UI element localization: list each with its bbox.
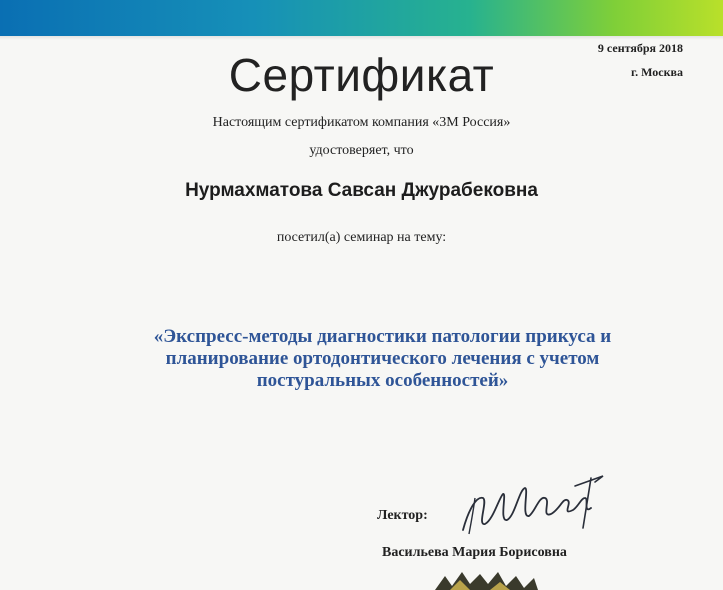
certificate-date: 9 сентября 2018 bbox=[597, 41, 683, 55]
lecturer-label: Лектор: bbox=[377, 508, 428, 523]
recipient-name: Нурмахматова Савсан Джурабековна bbox=[185, 180, 538, 201]
intro-line-1: Настоящим сертификатом компания «3М Россия» bbox=[212, 115, 511, 130]
certificate-city: г. Москва bbox=[631, 65, 683, 79]
signature-image bbox=[455, 468, 620, 543]
topic-line-3: постуральных особенностей» bbox=[256, 370, 509, 391]
topic-line-1: «Экспресс-методы диагностики патологии прикуса и bbox=[153, 326, 612, 347]
lecturer-name: Васильева Мария Борисовна bbox=[382, 545, 567, 560]
header-gradient-band bbox=[0, 0, 723, 36]
intro-line-2: удостоверяет, что bbox=[309, 143, 414, 158]
topic-line-2: планирование ортодонтического лечения с учетом bbox=[165, 348, 600, 369]
attended-text: посетил(а) семинар на тему: bbox=[276, 230, 447, 245]
seal-stamp bbox=[430, 570, 540, 590]
certificate-title: Сертификат bbox=[228, 49, 495, 101]
seminar-topic bbox=[90, 326, 675, 392]
